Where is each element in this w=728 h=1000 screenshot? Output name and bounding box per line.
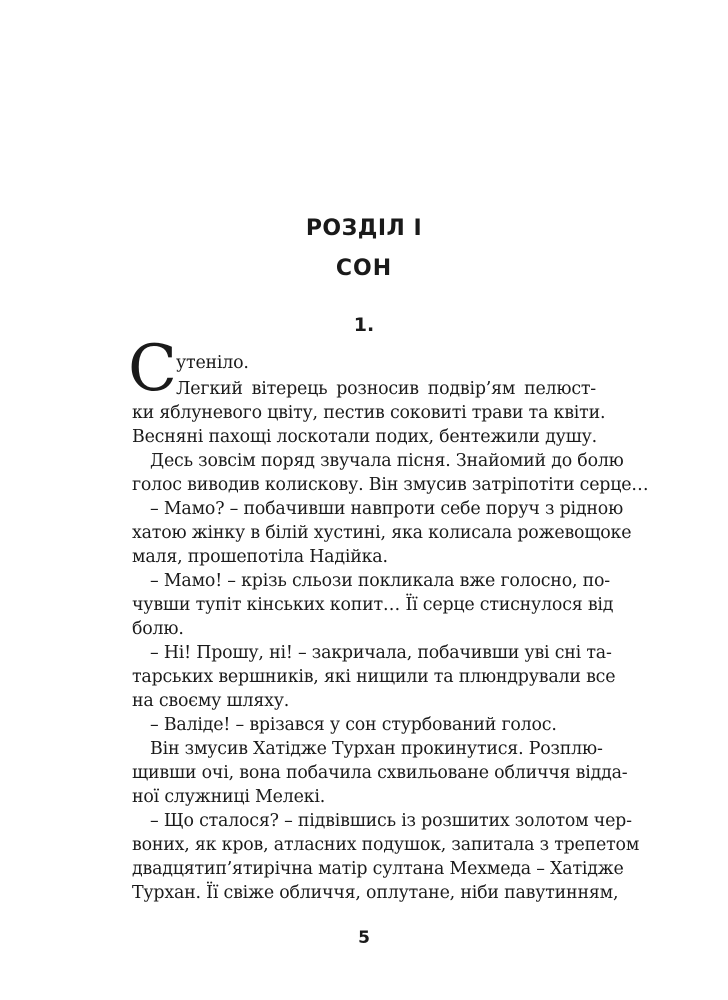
text-line: воних, як кров, атласних подушок, запитала з трепетом xyxy=(132,835,640,855)
text-line: Десь зовсім поряд звучала пісня. Знайомий до болю xyxy=(150,451,624,471)
text-line: Легкий вітерець розносив подвір’ям пелюст- xyxy=(176,379,596,399)
text-line: тарських вершників, які нищили та плюндрували все xyxy=(132,667,616,687)
drop-cap: С xyxy=(128,332,177,406)
text-line: ки яблуневого цвіту, пестив соковиті трави та квіти. xyxy=(132,403,606,423)
chapter-title: РОЗДІЛ I xyxy=(305,216,423,241)
text-line: ної служниці Мелекі. xyxy=(132,787,326,807)
section-number: 1. xyxy=(353,314,375,336)
text-line: чувши тупіт кінських копит… Її серце стиснулося від xyxy=(132,595,614,615)
text-line: хатою жінку в білій хустині, яка колисала рожевощоке xyxy=(132,523,632,543)
text-line: двадцятип’ятирічна матір султана Мехмеда – Хатідже xyxy=(132,859,624,879)
text-line: на своєму шляху. xyxy=(132,691,290,711)
text-line: утеніло. xyxy=(176,353,249,373)
page-number: 5 xyxy=(358,928,370,948)
text-line: – Що сталося? – підвівшись із розшитих золотом чер- xyxy=(150,811,632,831)
text-line: – Мамо! – крізь сльози покликала вже голосно, по- xyxy=(150,571,610,591)
text-line: голос виводив колискову. Він змусив затріпотіти серце… xyxy=(132,475,649,495)
text-line: – Мамо? – побачивши навпроти себе поруч з рідною xyxy=(150,499,624,519)
chapter-subtitle: СОН xyxy=(335,256,393,281)
text-line: – Валіде! – врізався у сон стурбований голос. xyxy=(150,715,557,735)
text-line: Весняні пахощі лоскотали подих, бентежили душу. xyxy=(132,427,598,447)
text-line: Турхан. Її свіже обличчя, оплутане, ніби павутинням, xyxy=(132,883,619,903)
text-line: маля, прошепотіла Надійка. xyxy=(132,547,388,567)
text-line: болю. xyxy=(132,619,184,639)
text-line: – Ні! Прошу, ні! – закричала, побачивши уві сні та- xyxy=(150,643,612,663)
text-line: Він змусив Хатідже Турхан прокинутися. Розплю- xyxy=(150,739,603,759)
text-line: щивши очі, вона побачила схвильоване обличчя відда- xyxy=(132,763,628,783)
